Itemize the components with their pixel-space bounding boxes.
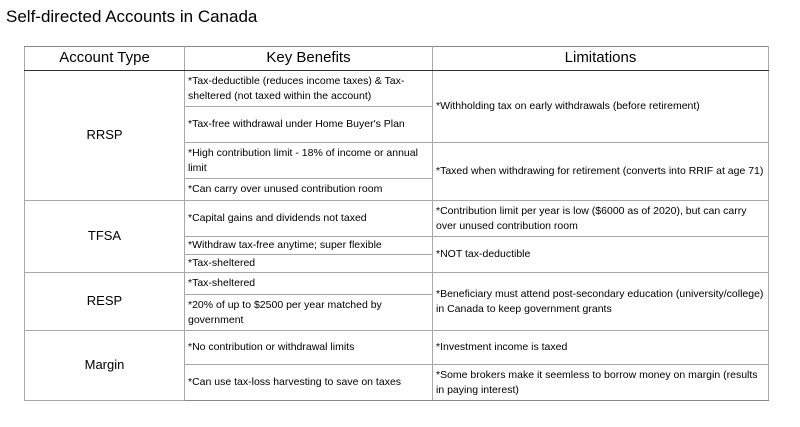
accounts-table [24, 46, 769, 401]
benefit-cell: *Can use tax-loss harvesting to save on taxes [185, 365, 433, 401]
limitation-cell: *Investment income is taxed [433, 331, 769, 365]
limitation-cell: *Beneficiary must attend post-secondary education (university/college) in Canada to keep government grants [433, 273, 769, 331]
header-account-type: Account Type [25, 47, 185, 71]
table-row [25, 201, 769, 237]
limitation-cell: *Withholding tax on early withdrawals (before retirement) [433, 71, 769, 143]
account-name-resp: RESP [25, 273, 185, 331]
benefit-cell: *Withdraw tax-free anytime; super flexible [185, 237, 433, 255]
limitation-cell: *NOT tax-deductible [433, 237, 769, 273]
benefit-cell: *High contribution limit - 18% of income or annual limit [185, 143, 433, 179]
benefit-cell: *20% of up to $2500 per year matched by government [185, 295, 433, 331]
benefit-cell: *Tax-deductible (reduces income taxes) & Tax-sheltered (not taxed within the account) [185, 71, 433, 107]
account-name-rrsp: RRSP [25, 71, 185, 201]
benefit-cell: *Tax-sheltered [185, 273, 433, 295]
account-name-tfsa: TFSA [25, 201, 185, 273]
table-row [25, 71, 769, 107]
benefit-cell: *Can carry over unused contribution room [185, 179, 433, 201]
limitation-cell: *Some brokers make it seemless to borrow money on margin (results in paying interest) [433, 365, 769, 401]
table-row [25, 331, 769, 365]
limitation-cell: *Contribution limit per year is low ($6000 as of 2020), but can carry over unused contribution room [433, 201, 769, 237]
benefit-cell: *Tax-free withdrawal under Home Buyer's Plan [185, 107, 433, 143]
table-header-row [25, 47, 769, 71]
benefit-cell: *Capital gains and dividends not taxed [185, 201, 433, 237]
page-title: Self-directed Accounts in Canada [6, 7, 258, 26]
benefit-cell: *No contribution or withdrawal limits [185, 331, 433, 365]
table-row [25, 273, 769, 295]
header-limitations: Limitations [433, 47, 769, 71]
limitation-cell: *Taxed when withdrawing for retirement (converts into RRIF at age 71) [433, 143, 769, 201]
benefit-cell: *Tax-sheltered [185, 255, 433, 273]
header-key-benefits: Key Benefits [185, 47, 433, 71]
account-name-margin: Margin [25, 331, 185, 401]
